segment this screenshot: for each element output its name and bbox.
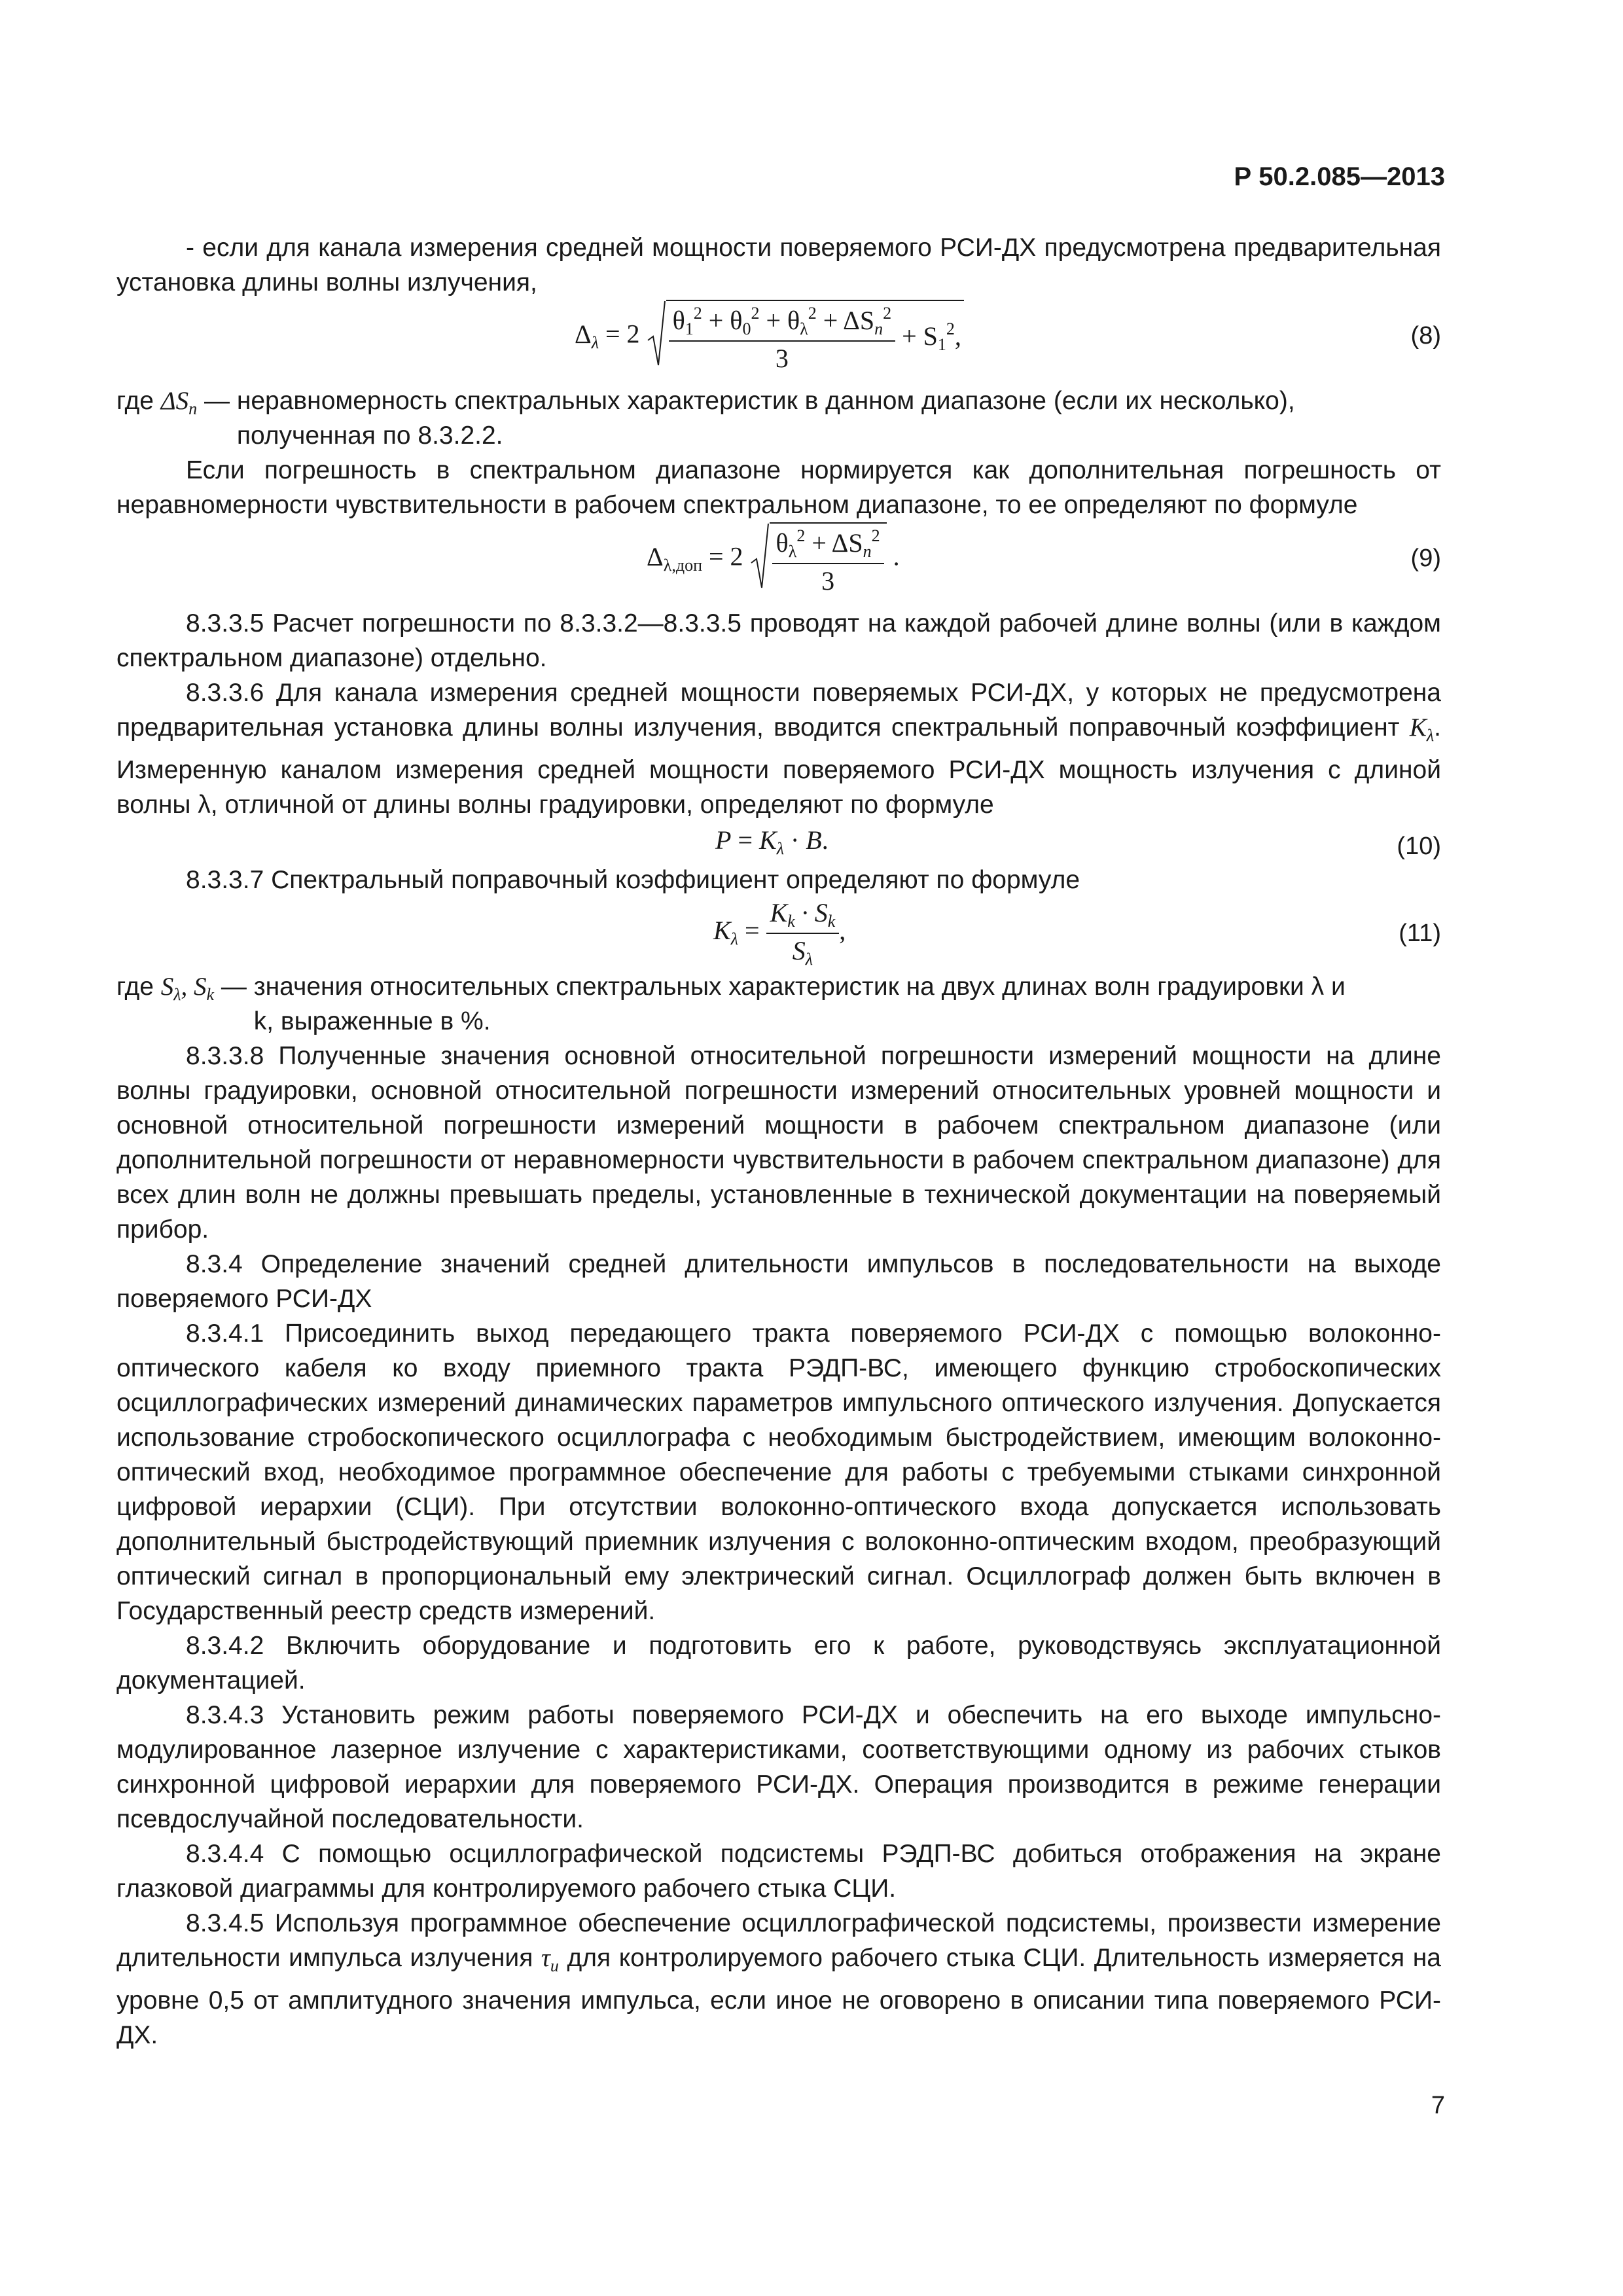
- formula-8: [116, 300, 1441, 384]
- sqrt-sign: $\frac{\theta_1^2 + \theta_0^2 + \theta_\lambda^2 + \Delta S_n^2}{3}$ + $S_1^2$,: [647, 300, 964, 374]
- paragraph-8-3-3-7: 8.3.3.7 Спектральный поправочный коэффициент определяют по формуле: [186, 866, 1080, 894]
- paragraph-intro: - если для канала измерения средней мощности поверяемого РСИ-ДХ предусмотрена предварительная установка длины волны излучения,: [116, 234, 1441, 296]
- document-body: [116, 230, 1441, 2053]
- paragraph-8-3-3-5: 8.3.3.5 Расчет погрешности по 8.3.3.2—8.3.3.5 проводят на каждой рабочей длине волны (или в каждом спектральном диапазоне) отдельно.: [116, 609, 1441, 672]
- formula-9-fraction: $\frac{\theta_\lambda^2 + \Delta S_n^2}{3}$: [772, 526, 884, 596]
- paragraph-8-3-4-4: 8.3.4.4 С помощью осциллографической подсистемы РЭДП-ВС добиться отображения на экране глазковой диаграммы для контролируемого рабочего стыка СЦИ.: [116, 1840, 1441, 1903]
- definition-s-lambda-s-k: [116, 969, 1441, 1039]
- paragraph-8-3-4-2: 8.3.4.2 Включить оборудование и подготовить его к работе, руководствуясь эксплуатационной документацией.: [116, 1632, 1441, 1695]
- formula-9-expression: $\Delta_{\lambda,доп} = 2$ $\frac{\theta_\lambda^2 + \Delta S_n^2}{3}$ .: [647, 522, 900, 596]
- formula-8-number: (8): [1410, 322, 1441, 350]
- definition-delta-s: [116, 384, 1441, 453]
- paragraph-8-3-4: 8.3.4 Определение значений средней длительности импульсов в последовательности на выходе поверяемого РСИ-ДХ: [116, 1250, 1441, 1313]
- definition-text: неравномерность спектральных характеристик в данном диапазоне (если их несколько), полученная по 8.3.2.2.: [236, 387, 1295, 450]
- symbol-tau: $\tau_и$: [541, 1944, 559, 1975]
- formula-11-number: (11): [1399, 920, 1441, 947]
- formula-8-fraction: $\frac{\theta_1^2 + \theta_0^2 + \theta_\lambda^2 + \Delta S_n^2}{3}$: [669, 304, 896, 374]
- paragraph-8-3-4-5: 8.3.4.5 Используя программное обеспечение осциллографической подсистемы, произвести измерение длительности импульса излучения $\tau_и$ для контролируемого рабочего стыка СЦИ. Длительность измеряется на уровне 0,5 от амплитудного значения импульса, если иное не оговорено в описании типа поверяемого РСИ-ДХ.: [116, 1909, 1441, 2049]
- symbol-k-lambda: $K_\lambda$: [1409, 713, 1435, 745]
- definition-term: где $\Delta S_n$ —: [116, 387, 237, 418]
- formula-11-expression: $K_\lambda$ = $\frac{K_k \cdot S_k}{S_\lambda}$ ,: [713, 898, 846, 969]
- paragraph-8-3-4-3: 8.3.4.3 Установить режим работы поверяемого РСИ-ДХ и обеспечить на его выходе импульсно-модулированное лазерное излучение с характеристиками, соответствующими одному из рабочих стыков синхронной цифровой иерархии для поверяемого РСИ-ДХ. Операция производится в режиме генерации псевдослучайной последовательности.: [116, 1701, 1441, 1833]
- paragraph-8-3-3-8: 8.3.3.8 Полученные значения основной относительной погрешности измерений мощности на длине волны градуировки, основной относительной погрешности измерений относительных уровней мощности и основной относительной погрешности измерений мощности в рабочем спектральном диапазоне (или дополнительной погрешности от неравномерности чувствительности в рабочем спектральном диапазоне) для всех длин волн не должны превышать пределы, установленные в технической документации на поверяемый прибор.: [116, 1042, 1441, 1244]
- standard-code: Р 50.2.085—2013: [1234, 162, 1445, 191]
- formula-11: [116, 897, 1441, 969]
- formula-9: [116, 522, 1441, 606]
- formula-9-number: (9): [1410, 545, 1441, 572]
- paragraph-additional-error: Если погрешность в спектральном диапазоне нормируется как дополнительная погрешность от неравномерности чувствительности в рабочем спектральном диапазоне, то ее определяют по формуле: [116, 456, 1441, 519]
- formula-10-number: (10): [1397, 833, 1441, 860]
- paragraph-8-3-3-6: 8.3.3.6 Для канала измерения средней мощности поверяемых РСИ-ДХ, у которых не предусмотрена предварительная установка длины волны излучения, вводится спектральный поправочный коэффициент $K_\lambda$. Измеренную каналом измерения средней мощности поверяемого РСИ-ДХ мощность излучения с длиной волны λ, отличной от длины волны градуировки, определяют по формуле: [116, 679, 1441, 819]
- sqrt-sign-9: [750, 522, 887, 596]
- definition-term-2: где $S_\lambda$, $S_k$ —: [116, 973, 254, 1004]
- definition-text-2: значения относительных спектральных характеристик на двух длинах волн градуировки λ и k, выраженные в %.: [253, 973, 1346, 1035]
- paragraph-8-3-4-1: 8.3.4.1 Присоединить выход передающего тракта поверяемого РСИ-ДХ с помощью волоконно-оптического кабеля ко входу приемного тракта РЭДП-ВС, имеющего функцию стробоскопических осциллографических измерений динамических параметров импульсного оптического излучения. Допускается использование стробоскопического осциллографа с необходимым быстродействием, имеющим волоконно-оптический вход, необходимое программное обеспечение для работы с требуемыми стыками синхронной цифровой иерархии (СЦИ). При отсутствии волоконно-оптического входа допускается использовать дополнительный быстродействующий приемник излучения с волоконно-оптическим входом, преобразующий оптический сигнал в пропорциональный ему электрический сигнал. Осциллограф должен быть включен в Государственный реестр средств измерений.: [116, 1319, 1441, 1625]
- formula-8-expression: $\Delta_\lambda = 2$ $\frac{\theta_1^2 + \theta_0^2 + \theta_\lambda^2 + \Delta S_n^2}{3}$ + $S_1^2$,: [575, 300, 964, 374]
- formula-11-fraction: $\frac{K_k \cdot S_k}{S_\lambda}$: [766, 897, 840, 969]
- page-number: 7: [1431, 2092, 1445, 2119]
- formula-10-expression: $P = K_\lambda \cdot B$.: [715, 825, 829, 858]
- formula-10: [116, 822, 1441, 863]
